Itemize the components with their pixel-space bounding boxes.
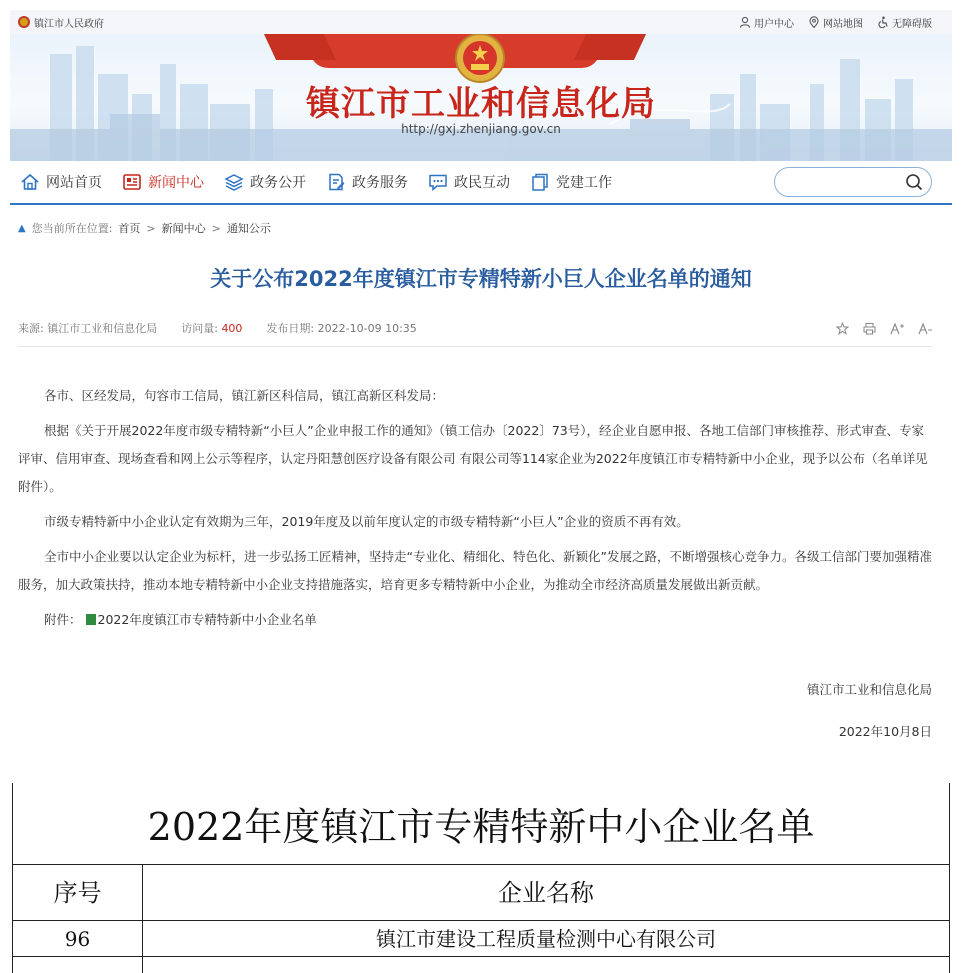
home-icon [20, 172, 40, 192]
article-source: 来源: 镇江市工业和信息化局 [18, 322, 158, 335]
table-cell-number: 96 [13, 921, 143, 956]
column-header-number: 序号 [13, 865, 143, 920]
copy-icon [530, 172, 550, 192]
search-input[interactable] [774, 167, 932, 197]
article-views: 访问量: 400 [181, 322, 243, 335]
nav-item-home[interactable]: 网站首页 [10, 160, 112, 204]
breadcrumb-separator: > [146, 221, 156, 235]
breadcrumb-notices[interactable]: 通知公示 [226, 222, 271, 235]
breadcrumb-prefix: 您当前所在位置: [31, 222, 113, 235]
article-date: 发布日期: 2022-10-09 10:35 [266, 322, 417, 335]
paragraph: 根据《关于开展2022年度市级专精特新“小巨人”企业申报工作的通知》（镇工信办〔2022〕73号），经企业自愿申报、各地工信部门审核推荐、形式审查、专家评审、信用审查、现场查看和网上公示等程序，认定丹阳慧创医疗设备有限公司 有限公司等114家企业为2022年度镇江市专精特新中小企业，现予以公布（名单详见附件）。 [18, 423, 928, 494]
font-decrease-icon[interactable] [918, 322, 932, 335]
gov-name: 镇江市人民政府 [34, 18, 104, 30]
nav-item-party-building[interactable]: 党建工作 [520, 160, 622, 204]
excel-file-icon [86, 614, 96, 625]
nav-item-news[interactable]: 新闻中心 [112, 160, 214, 204]
divider [18, 346, 932, 347]
user-icon [739, 16, 751, 28]
nav-item-interaction[interactable]: 政民互动 [418, 160, 520, 204]
table-title: 2022年度镇江市专精特新中小企业名单 [13, 783, 949, 865]
site-title: 镇江市工业和信息化局 [306, 84, 656, 124]
article-body [18, 382, 934, 641]
user-center-link[interactable]: 用户中心 [739, 15, 794, 30]
font-increase-icon[interactable] [890, 322, 904, 335]
breadcrumb-separator: > [211, 221, 221, 235]
newspaper-icon [122, 172, 142, 192]
signature-org: 镇江市工业和信息化局 [806, 682, 932, 697]
national-emblem-icon [18, 16, 30, 28]
nav-item-gov-affairs[interactable]: 政务公开 [214, 160, 316, 204]
article-title: 关于公布2022年度镇江市专精特新小巨人企业名单的通知 [210, 267, 752, 291]
company-list-table-image [12, 783, 950, 973]
paragraph: 各市、区经发局，句容市工信局，镇江新区科信局，镇江高新区科发局： [44, 388, 445, 403]
attachment-link[interactable]: 2022年度镇江市专精特新中小企业名单 [97, 612, 317, 627]
gov-link[interactable] [10, 15, 104, 30]
breadcrumb [18, 220, 271, 236]
column-header-company: 企业名称 [498, 879, 594, 907]
site-url: http://gxj.zhenjiang.gov.cn [401, 122, 561, 136]
search-icon[interactable] [905, 173, 923, 191]
sitemap-link[interactable]: 网站地图 [808, 15, 863, 30]
star-icon[interactable] [836, 322, 849, 335]
signature-date: 2022年10月8日 [838, 724, 932, 739]
table-cell-empty [13, 957, 143, 973]
accessibility-icon [877, 16, 889, 28]
table-row-partial [13, 957, 949, 973]
paragraph: 全市中小企业要以认定企业为标杆，进一步弘扬工匠精神，坚持走“专业化、精细化、特色化、新颖化”发展之路，不断增强核心竞争力。各级工信部门要加强精准服务，加大政策扶持，推动本地专精特新中小企业支持措施落实，培育更多专精特新中小企业，为推动全市经济高质量发展做出新贡献。 [18, 549, 932, 592]
breadcrumb-news[interactable]: 新闻中心 [161, 222, 206, 235]
paragraph: 市级专精特新中小企业认定有效期为三年，2019年度及以前年度认定的市级专精特新“小巨人”企业的资质不再有效。 [44, 514, 689, 529]
accessibility-link[interactable]: 无障碍版 [877, 15, 932, 30]
table-row [13, 921, 949, 957]
header-banner [10, 34, 952, 161]
top-bar [10, 10, 952, 34]
table-cell-empty [143, 957, 949, 973]
attachment-line: 附件： 2022年度镇江市专精特新中小企业名单 [44, 612, 317, 627]
table-cell-company: 镇江市建设工程质量检测中心有限公司 [376, 927, 716, 951]
chat-icon [428, 172, 448, 192]
article-meta [18, 320, 932, 336]
nav-item-gov-services[interactable]: 政务服务 [316, 160, 418, 204]
main-nav [10, 161, 952, 205]
home-icon: ▲ [18, 222, 26, 234]
breadcrumb-home[interactable]: 首页 [118, 222, 141, 235]
layers-icon [224, 172, 244, 192]
location-pin-icon [808, 16, 820, 28]
print-icon[interactable] [863, 322, 876, 335]
table-header-row [13, 865, 949, 921]
edit-document-icon [326, 172, 346, 192]
